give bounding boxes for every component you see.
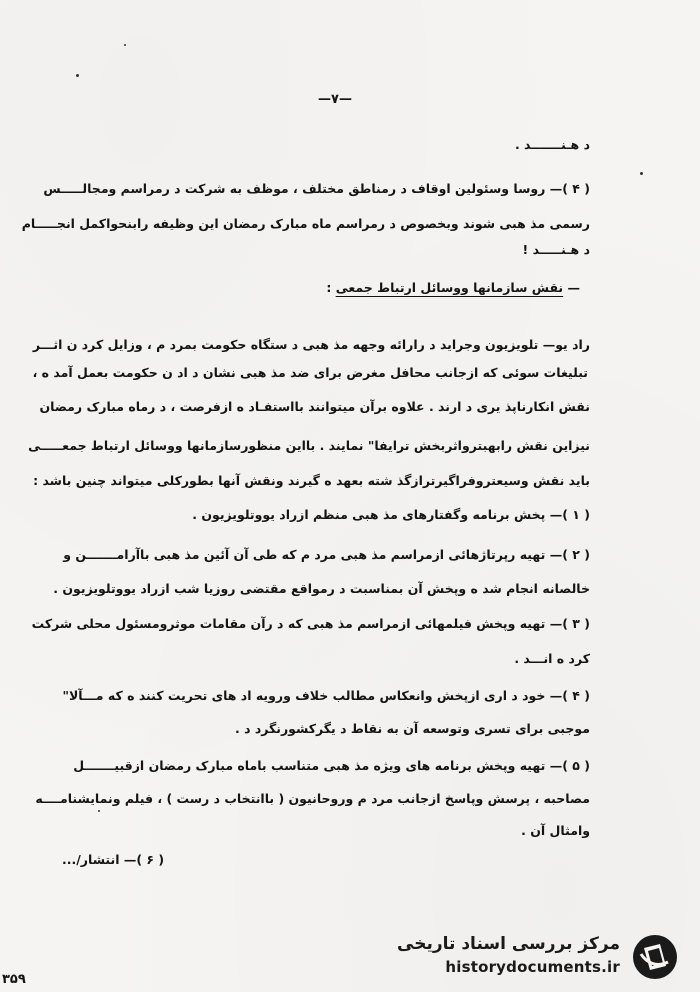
text-line: باید نقش وسیعتروفراگیرترازگذ شته بعهد ه گیرند ونقش آنها بطورکلی میتواند چنین باشد : (33, 473, 590, 488)
text-line: د هـنـــــــد . (514, 137, 590, 152)
text-line: کرد ه انـــد . (514, 651, 590, 666)
folio-number: ۳۵۹ (2, 972, 26, 987)
text-line: وامثال آن . (521, 823, 590, 838)
closing-line: ( ۶ )— انتشار/... (62, 852, 165, 867)
text-line: خالصانه انجام شد ه وپخش آن بمناسبت د رمواقع مقتضی روزیا شب ازراد یووتلویزیون . (53, 581, 590, 596)
list-item: ( ۵ )— تهیه وپخش برنامه های ویژه مذ هبی متناسب باماه مبارک رمضان ازقبیـــــــل (73, 758, 590, 773)
text-line: د هـنـــــد ! (522, 242, 590, 257)
heading-colon: : (326, 280, 332, 295)
scan-speck (76, 74, 79, 77)
heading-title: نقش سازمانها ووسائل ارتباط جمعی (335, 280, 564, 295)
archive-logo-icon (630, 932, 680, 982)
scan-speck (640, 172, 643, 175)
scan-speck (124, 44, 126, 46)
text-line: مصاحبه ، پرسش وپاسخ ازجانب مرد م وروحانیون ( باانتخاب د رست ) ، فیلم ونمایشنامــــه (35, 791, 590, 806)
text-line: ( ۴ )— روسا وسئولین اوقاف د رمناطق مختلف ، موظف به شرکت د رمراسم ومجالـــــس (43, 181, 590, 196)
list-item: ( ۱ )— پخش برنامه وگفتارهای مذ هبی منظم ازراد یووتلویزیون . (192, 507, 590, 522)
text-line: نیزاین نقش رابهبترواثربخش ترایفا" نمایند . بااین منظورسازمانها ووسائل ارتباط جمعـــــی (28, 438, 590, 453)
list-item: ( ۲ )— تهیه رپرتاژهائی ازمراسم مذ هبی مرد م که طی آن آئین مذ هبی باآرامـــــــن و (63, 547, 590, 562)
text-line: رسمی مذ هبی شوند وبخصوص د رمراسم ماه مبارک رمضان این وظیفه رابنحواکمل انجـــــام (21, 216, 590, 231)
scan-speck (98, 810, 100, 812)
text-line: موجبی برای تسری وتوسعه آن به نقاط د یگرکشورنگرد د . (234, 721, 590, 736)
text-line: تبلیغات سوئی که ازجانب محافل مغرض برای ضد مذ هبی نشان د اد ن حکومت بعمل آمد ه ، (32, 365, 588, 380)
list-item: ( ۳ )— تهیه وپخش فیلمهائی ازمراسم مذ هبی که د رآن مقامات موثرومسئول محلی شرکت (31, 616, 590, 631)
page-number: —٧— (318, 92, 352, 107)
archive-stamp (397, 930, 688, 982)
text-line: نقش انکارناپذ یری د ارند . علاوه برآن میتوانند بااستفـاد ه ازفرصت ، د رماه مبارک رمضان (39, 399, 590, 414)
heading-dash: — (567, 280, 580, 295)
text-line: راد یو— تلویزیون وجراید د رارائه وجهه مذ هبی د ستگاه حکومت بمرد م ، وزایل کرد ن اثـــر (32, 337, 590, 352)
stamp-title: مرکز بررسی اسناد تاریخی (397, 934, 620, 954)
section-heading (326, 280, 580, 295)
list-item: ( ۴ )— خود د اری ازپخش وانعکاس مطالب خلاف ورویه اد های تحریت کنند ه که مـــآلا" (62, 688, 590, 703)
stamp-url: historydocuments.ir (445, 958, 620, 976)
